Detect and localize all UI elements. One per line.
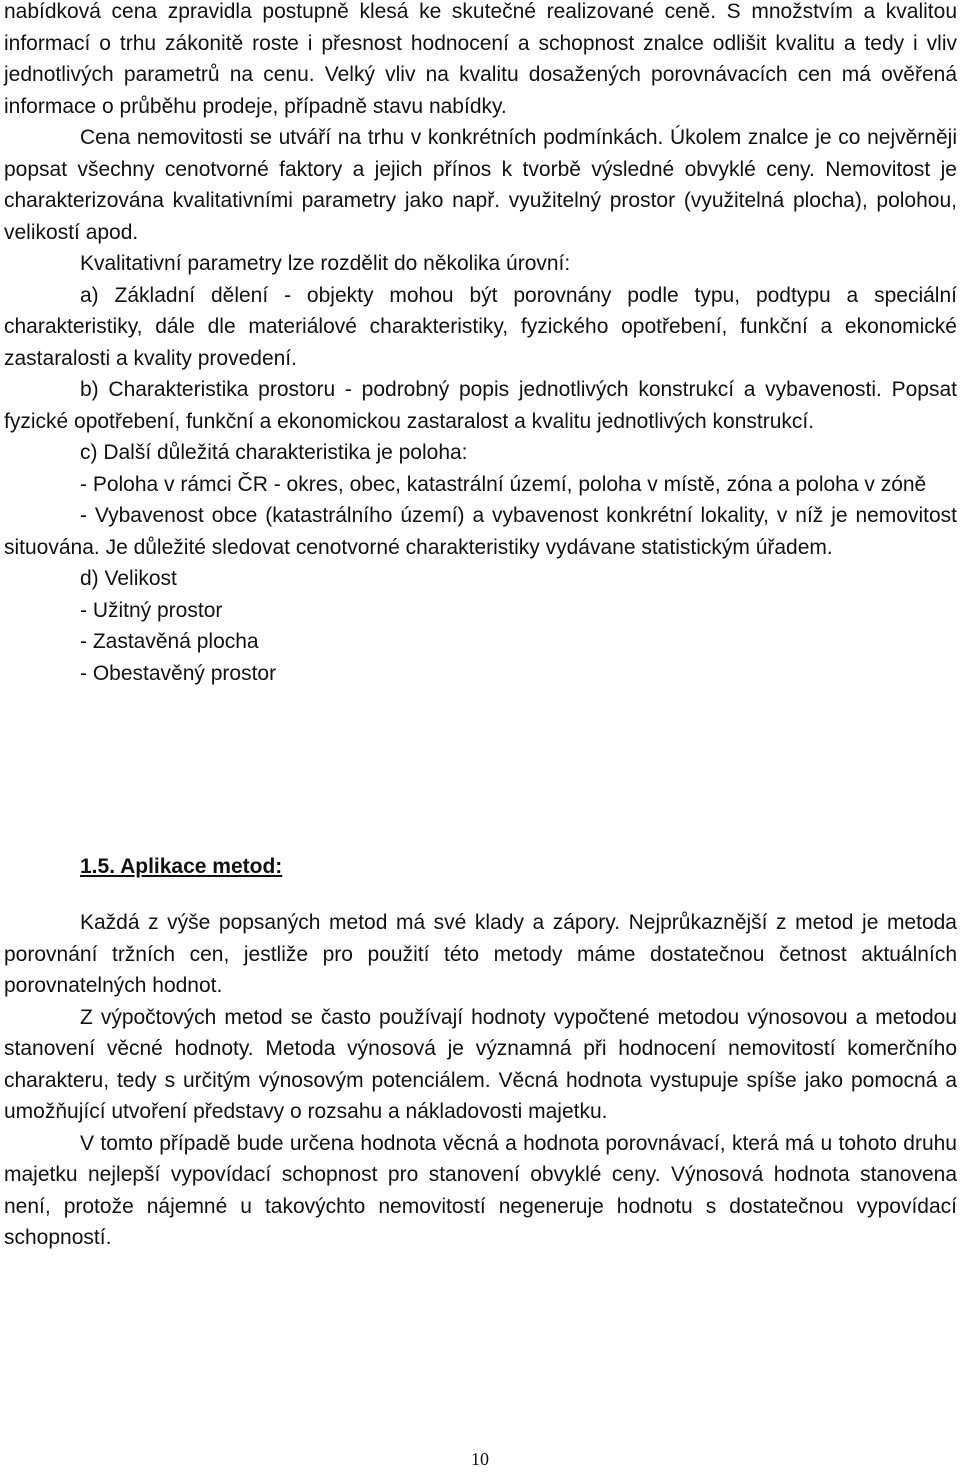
list-item-built-area: - Zastavěná plocha	[80, 630, 259, 653]
list-item-enclosed-space: - Obestavěný prostor	[80, 661, 277, 685]
paragraph-space-characteristics: b) Charakteristika prostoru - podrobný popis jednotlivých konstrukcí a vybavenosti. Popsat fyzické opotřebení, funkční a ekonomickou zastaralost a kvalitu jednotlivých konstrukcí.	[4, 378, 957, 433]
paragraph-basic-division: a) Základní dělení - objekty mohou být porovnány podle typu, podtypu a speciální charakteristiky, dále dle materiálové charakteristiky, fyzického opotřebení, funkční a ekonomické zastaralosti a kvality provedení.	[4, 283, 957, 370]
paragraph-price-decline: nabídková cena zpravidla postupně klesá ke skutečné realizované ceně. S množstvím a kvalitou informací o trhu zákonitě roste i přesnost hodnocení a schopnost znalce odlišit kvalitu a tedy i vliv jednotlivých parametrů na cenu. Velký vliv na kvalitu dosažených porovnávacích cen má ověřená informace o průběhu prodeje, případně stavu nabídky.	[4, 0, 957, 118]
section-methods-application	[4, 907, 957, 1254]
section-heading: 1.5. Aplikace metod:	[80, 855, 283, 878]
list-item-size: d) Velikost	[80, 567, 177, 590]
paragraph-levels-intro: Kvalitativní parametry lze rozdělit do několika úrovní:	[80, 252, 571, 275]
page-number: 10	[471, 1449, 489, 1469]
paragraph-calculation-methods: Z výpočtových metod se často používají hodnoty vypočtené metodou výnosovou a metodou stanovení věcné hodnoty. Metoda výnosová je významná při hodnocení nemovitostí komerčního charakteru, tedy s určitým výnosovým potenciálem. Věcná hodnota vystupuje spíše jako pomocná a umožňující utvoření představy o rozsahu a nákladovosti majetku.	[4, 1005, 957, 1123]
section-quality-parameters	[4, 0, 957, 689]
paragraph-municipality-amenities: - Vybavenost obce (katastrálního území) a vybavenost konkrétní lokality, v níž je nemovitost situována. Je důležité sledovat cenotvorné charakteristiky vydávane statistickým úřadem.	[4, 504, 957, 559]
paragraph-market-price: Cena nemovitosti se utváří na trhu v konkrétních podmínkách. Úkolem znalce je co nejvěrněji popsat všechny cenotvorné faktory a jejich přínos k tvorbě výsledné obvyklé ceny. Nemovitost je charakterizována kvalitativními parametry jako např. využitelný prostor (využitelná plocha), polohou, velikostí apod.	[4, 126, 957, 244]
paragraph-location-intro: c) Další důležitá charakteristika je poloha:	[80, 441, 468, 464]
paragraph-chosen-values: V tomto případě bude určena hodnota věcná a hodnota porovnávací, která má u tohoto druhu majetku nejlepší vypovídací schopnost pro stanovení obvyklé ceny. Výnosová hodnota stanovena není, protože nájemné u takovýchto nemovitostí negeneruje hodnotu s dostatečnou vypovídací schopností.	[4, 1131, 957, 1249]
paragraph-location-cr: - Poloha v rámci ČR - okres, obec, katastrální území, poloha v místě, zóna a poloha v zóně	[80, 472, 927, 496]
list-item-usable-space: - Užitný prostor	[80, 598, 223, 622]
paragraph-methods-pros-cons: Každá z výše popsaných metod má své klady a zápory. Nejprůkaznější z metod je metoda porovnání tržních cen, jestliže pro použití této metody máme dostatečnou četnost aktuálních porovnatelných hodnot.	[4, 911, 957, 997]
